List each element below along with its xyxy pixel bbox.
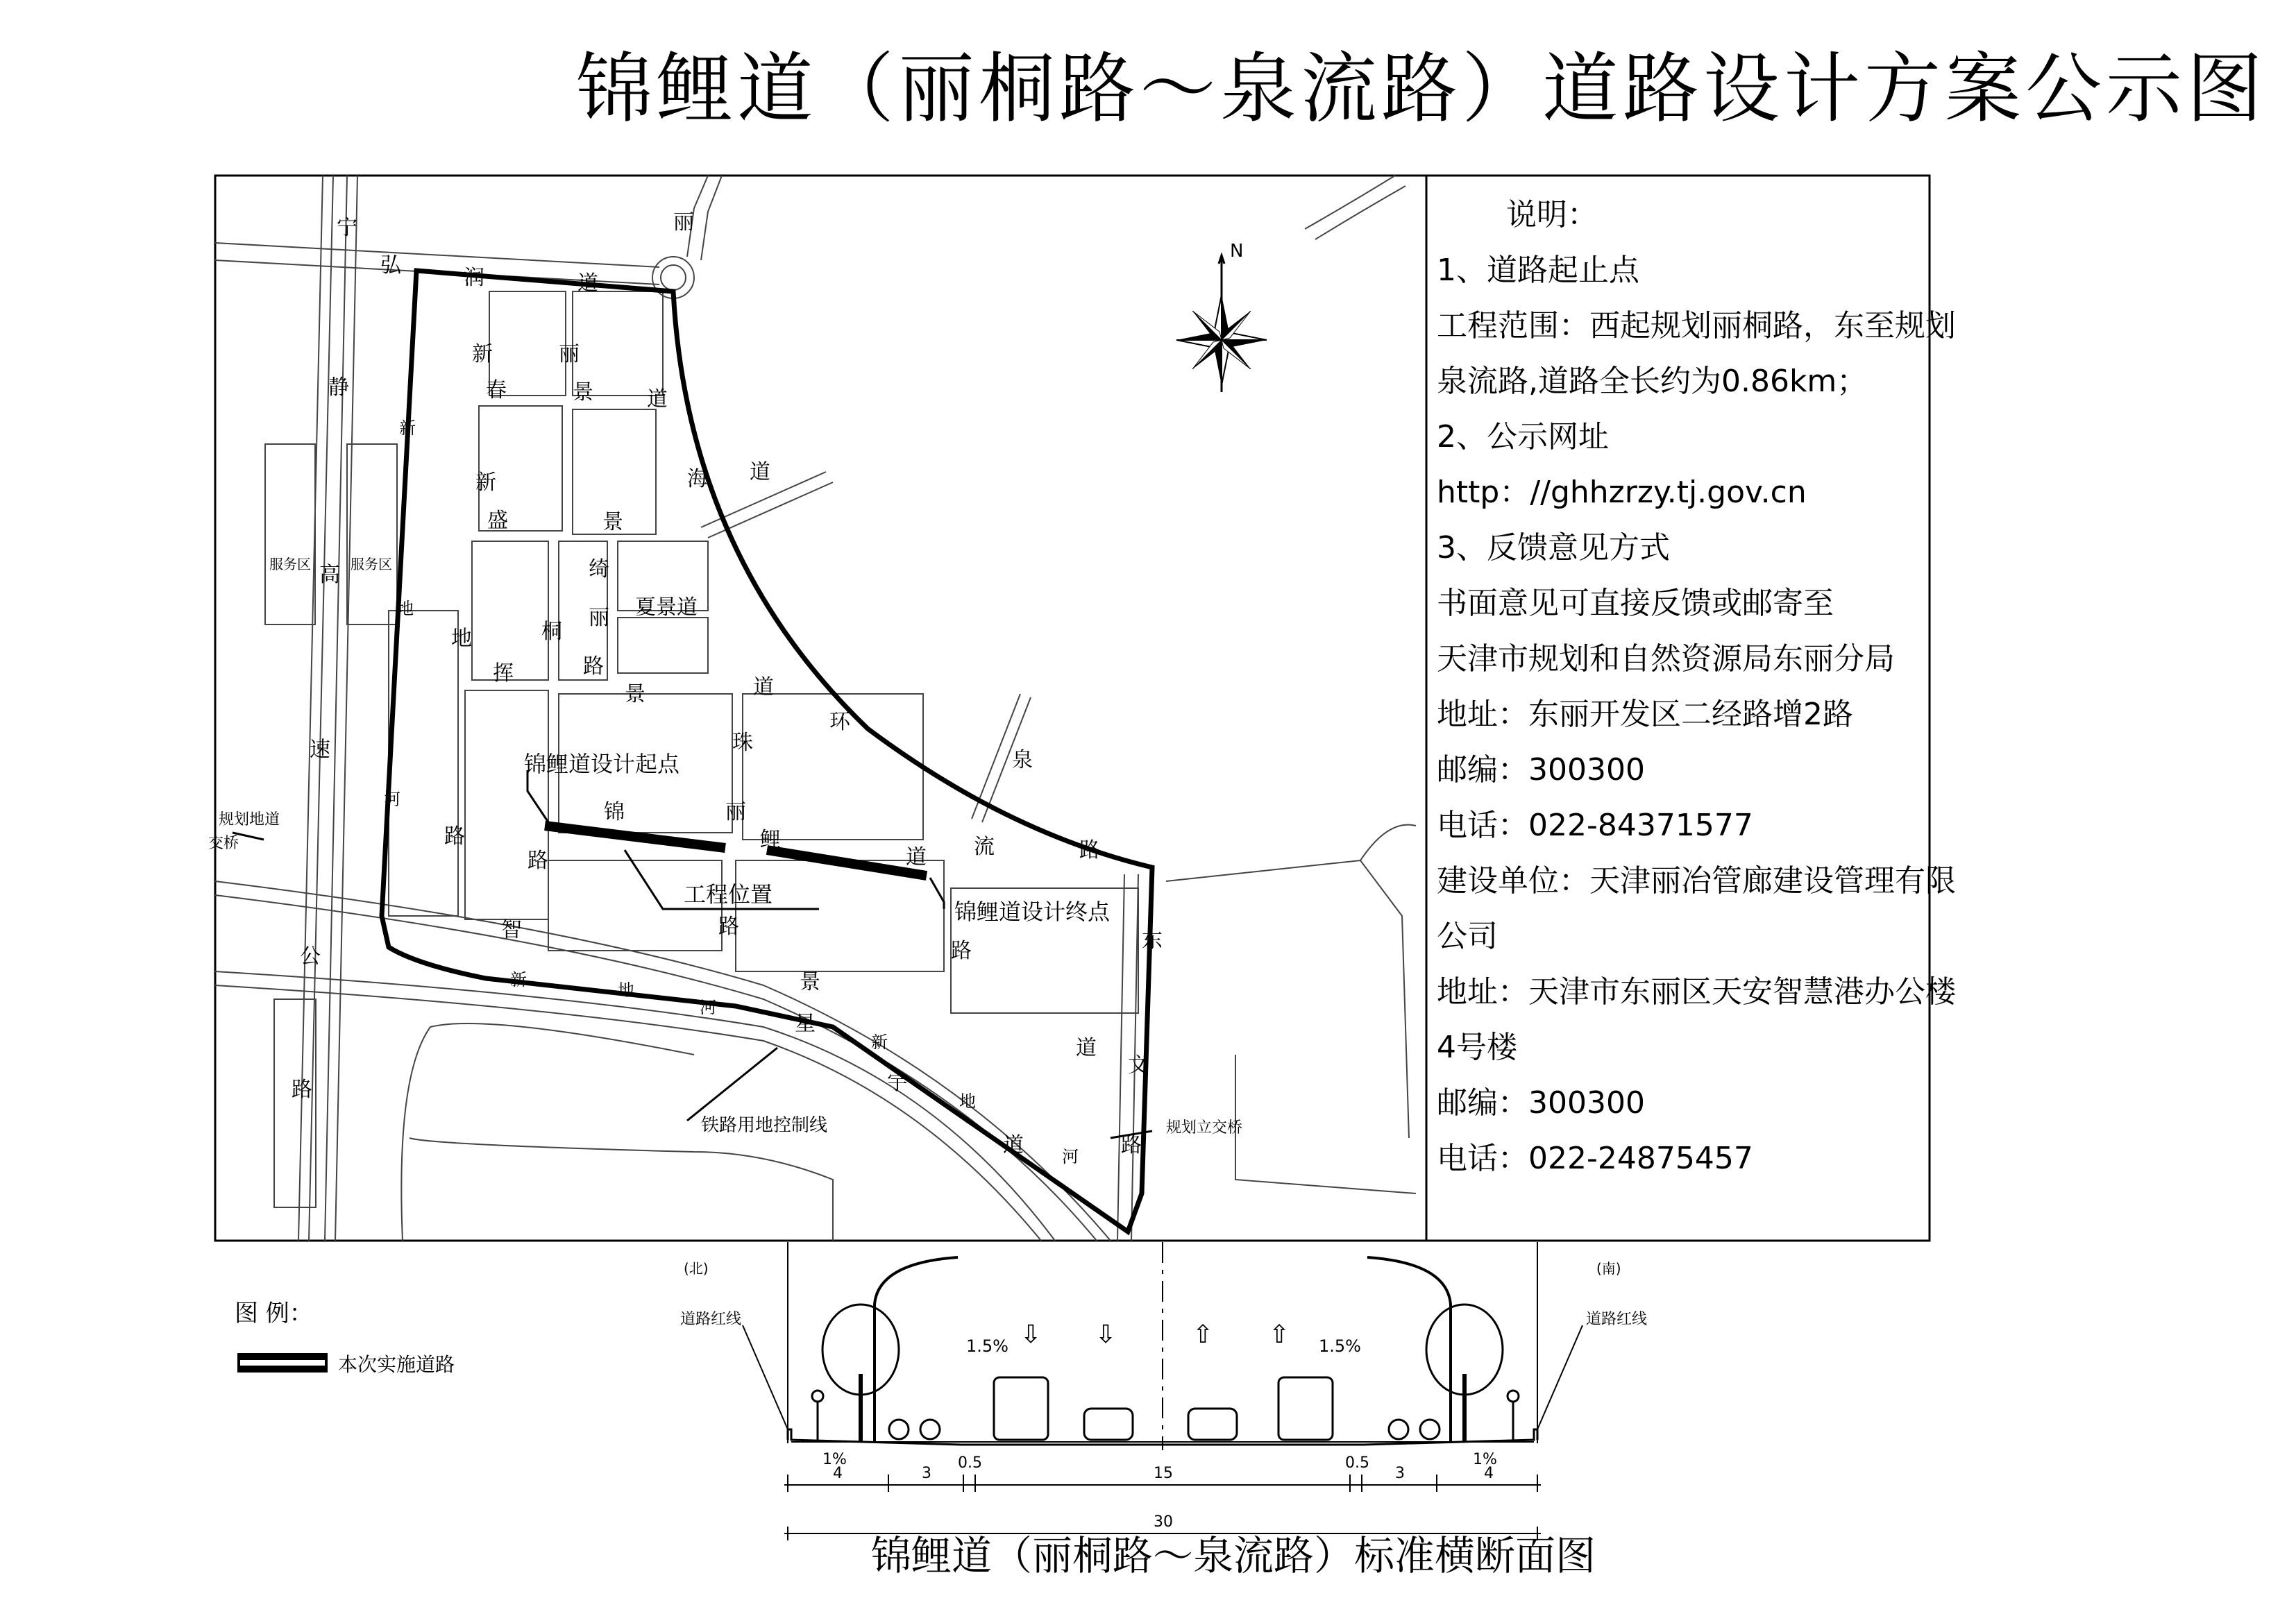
road-label: 地: [959, 1091, 976, 1111]
service-area-label: 服务区: [269, 556, 311, 572]
road-label: 泉: [1012, 748, 1033, 772]
notes-heading: 说明：: [1506, 197, 1598, 232]
legend-title: 图 例：: [235, 1300, 313, 1327]
dimension-label: 0.5: [958, 1454, 982, 1472]
road-label: 丽: [725, 800, 746, 824]
road-label: 景: [602, 510, 623, 534]
note-line: 书面意见可直接反馈或邮寄至: [1437, 586, 1834, 621]
road-label: 道: [1003, 1133, 1024, 1157]
road-label: 路: [1079, 838, 1100, 863]
road-label: 挥: [493, 661, 514, 686]
service-area-label: 服务区: [351, 556, 392, 572]
note-line: 邮编：300300: [1437, 1085, 1645, 1121]
road-label: 道: [1076, 1036, 1097, 1060]
road-label: 丽: [673, 210, 694, 235]
road-label: 海: [687, 467, 708, 491]
note-line: 2、公示网址: [1437, 419, 1609, 454]
note-line: http：//ghhzrzy.tj.gov.cn: [1437, 475, 1807, 510]
planned-underpass-label: 规划地道: [219, 811, 280, 829]
road-label: 绮: [589, 557, 609, 581]
road-label: 珠: [732, 731, 753, 755]
note-line: 天津市规划和自然资源局东丽分局: [1437, 641, 1895, 677]
road-label: 景: [800, 970, 820, 994]
red-line-label: 道路红线: [680, 1311, 742, 1328]
svg-text:⇩: ⇩: [1095, 1320, 1117, 1349]
road-label: 速: [310, 738, 330, 762]
road-label: 地: [618, 980, 634, 1000]
compass-north-label: N: [1230, 241, 1244, 262]
slope-label: 1%: [1473, 1451, 1497, 1468]
road-label: 高: [319, 563, 340, 587]
road-label: 弘: [380, 253, 401, 278]
note-line: 公司: [1437, 919, 1498, 954]
road-label: 丽: [589, 606, 609, 630]
note-line: 泉流路,道路全长约为0.86km；: [1437, 364, 1868, 399]
dimension-label: 15: [1154, 1465, 1173, 1482]
road-label: 道: [753, 675, 774, 699]
cross-section-drawing: [680, 1242, 1647, 1540]
note-line: 1、道路起止点: [1437, 253, 1639, 288]
dimension-label: 3: [1395, 1465, 1405, 1482]
road-label: 宁: [337, 216, 357, 240]
cyclist-icon: [889, 1420, 1440, 1439]
road-label: 鲤: [760, 828, 781, 852]
legend-swatch: [237, 1353, 328, 1373]
road-label: 道: [750, 460, 770, 484]
road-label: 桐: [541, 620, 562, 644]
slope-label: 1%: [822, 1451, 847, 1468]
road-label: 锦: [604, 800, 625, 824]
road-label: 宇: [887, 1071, 908, 1095]
notes-panel: [1437, 187, 1956, 1187]
note-line: 邮编：300300: [1437, 752, 1645, 788]
start-point-label: 锦鲤道设计起点: [524, 751, 680, 777]
end-point-label: 锦鲤道设计终点: [954, 899, 1111, 925]
dimension-label: 3: [922, 1465, 931, 1482]
svg-text:⇩: ⇩: [1020, 1320, 1042, 1349]
road-label: 新: [871, 1033, 888, 1052]
road-label: 地: [397, 599, 414, 618]
road-label: 星: [795, 1012, 816, 1036]
direction-label: (北): [684, 1260, 709, 1277]
cross-section-title: 锦鲤道（丽桐路～泉流路）标准横断面图: [871, 1532, 1596, 1579]
note-line: 电话：022-84371577: [1437, 808, 1753, 843]
road-label: 路: [1121, 1133, 1142, 1157]
road-label: 静: [328, 375, 349, 400]
red-line-label: 道路红线: [1586, 1311, 1648, 1328]
dimension-total-label: 30: [1154, 1513, 1173, 1531]
dimension-label: 4: [1484, 1465, 1494, 1482]
notes-body: [1437, 243, 1956, 1187]
road-label: 地: [451, 627, 472, 651]
slope-label: 1.5%: [1319, 1336, 1361, 1356]
road-label: 丽: [559, 342, 580, 366]
road-label: 流: [974, 835, 995, 859]
planned-interchange-label: 规划立交桥: [1166, 1119, 1243, 1137]
pedestrian-icon: [812, 1391, 1519, 1440]
road-label: 道: [647, 387, 668, 411]
note-line: 3、反馈意见方式: [1437, 530, 1670, 566]
direction-arrow-icon: [1020, 1320, 1290, 1349]
note-line: 地址：东丽开发区二经路增2路: [1437, 697, 1853, 732]
road-label: 景: [573, 380, 593, 405]
road-label: 路: [951, 939, 972, 963]
note-line: 4号楼: [1437, 1030, 1517, 1065]
legend-item-label: 本次实施道路: [338, 1353, 455, 1376]
project-location-label: 工程位置: [684, 881, 773, 908]
tree-icon: [822, 1305, 899, 1442]
road-label: 道: [906, 845, 927, 869]
note-line: 地址：天津市东丽区天安智慧港办公楼: [1437, 974, 1956, 1010]
road-label: 新: [399, 418, 416, 438]
note-line: 建设单位：天津丽冶管廊建设管理有限: [1437, 863, 1956, 899]
page-title: 锦鲤道（丽桐路～泉流路）道路设计方案公示图: [576, 44, 2267, 133]
road-label: 路: [718, 915, 739, 939]
dimension-label: 0.5: [1345, 1454, 1369, 1472]
road-label: 夏景道: [635, 595, 698, 620]
direction-label: (南): [1596, 1260, 1621, 1277]
road-label: 景: [625, 682, 645, 706]
note-line: 工程范围：西起规划丽桐路，东至规划: [1437, 308, 1956, 343]
road-label: 智: [501, 918, 522, 942]
road-label: 东: [1142, 928, 1163, 953]
road-label: 新: [510, 970, 527, 989]
road-label: 河: [700, 998, 716, 1017]
planning-boundary: [382, 271, 1152, 1232]
note-line: 电话：022-24875457: [1437, 1141, 1753, 1176]
road-label: 路: [583, 654, 604, 679]
car-icon: [1084, 1409, 1237, 1440]
road-label: 环: [829, 710, 850, 734]
leader-lines: [233, 770, 1152, 1138]
road-label: 河: [1062, 1147, 1079, 1166]
road-label: 河: [384, 790, 400, 809]
road-label: 盛: [487, 509, 508, 533]
road-label: 路: [444, 824, 465, 849]
planned-underpass-label: 交桥: [208, 835, 239, 852]
tree-icon: [1426, 1305, 1503, 1442]
svg-text:⇧: ⇧: [1192, 1320, 1214, 1349]
road-label: 新: [475, 470, 496, 495]
road-label: 路: [527, 849, 548, 873]
road-label: 文: [1128, 1053, 1149, 1078]
dimension-label: 4: [833, 1465, 843, 1482]
road-label: 路: [292, 1078, 312, 1102]
map-labels: [208, 210, 1242, 1166]
railway-control-line-label: 铁路用地控制线: [701, 1115, 828, 1136]
svg-text:⇧: ⇧: [1269, 1320, 1290, 1349]
compass-rose-icon: [1176, 241, 1267, 392]
road-label: 新: [472, 342, 493, 366]
slope-label: 1.5%: [966, 1336, 1008, 1356]
road-label: 润: [464, 266, 484, 290]
road-label: 春: [486, 378, 507, 402]
road-label: 公: [300, 944, 321, 969]
road-label: 道: [577, 271, 598, 296]
